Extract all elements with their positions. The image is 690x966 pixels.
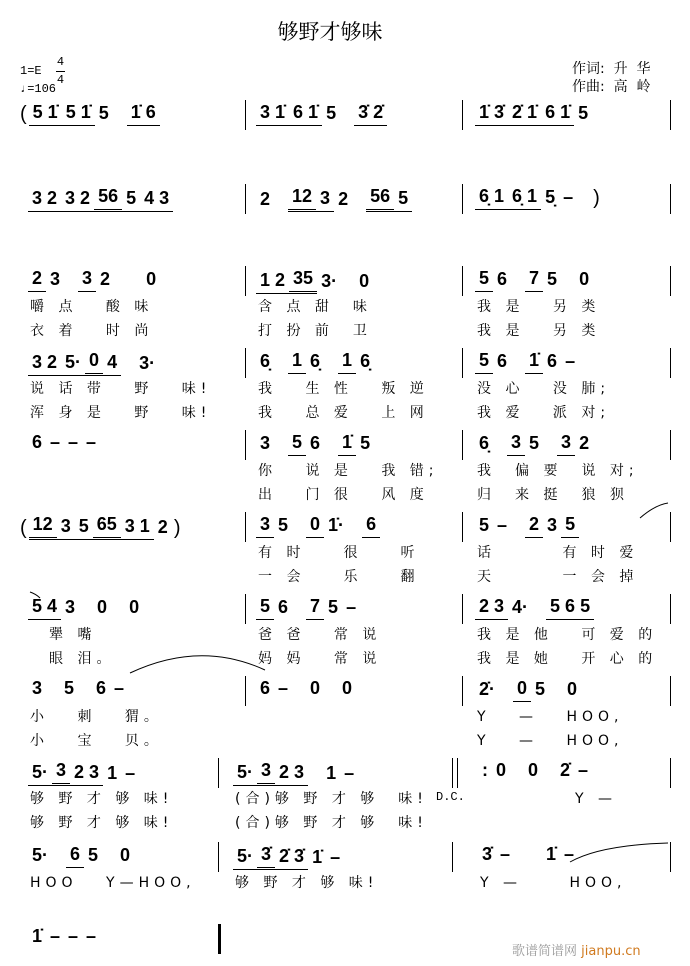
note: 2 [100,269,111,289]
note-group: 2 3 [475,596,508,620]
dc-marking: D.C. [436,790,465,804]
note: 3 [50,269,61,289]
lyric-line: 一 会 乐 翻 [258,569,420,585]
lyric-line: 小 宝 贝。 [30,733,163,749]
time-signature-bottom: 4 [56,73,65,87]
note-group: 5 1̇ [62,102,95,126]
composer-credit: 作曲: 高 岭 [572,79,651,95]
note-group: 6̣ 1 [475,186,508,210]
note: 5 [360,433,371,453]
note-group: 7 [525,268,543,292]
note-group: 5 [475,350,493,374]
lyric-line: (合)够 野 才 够 味! [235,791,428,807]
note-group: 0 [513,678,531,702]
note: 0 [496,760,507,780]
note: 0 [359,271,370,291]
note-group: 3 2 [28,188,61,212]
note: 2 [260,189,271,209]
note: 5 [328,597,339,617]
note: 5 [535,679,546,699]
lyric-line: 我 生 性 叛 逆 [258,381,429,397]
note-group: 1 2 [256,270,289,294]
lyric-line: 我 偏 要 说 对; [477,463,639,479]
note-group: 5 4 [28,596,61,620]
note: 3 [260,433,271,453]
sustain-dash: – [564,844,575,864]
note-group: 1̇ [338,432,356,456]
note: 5̣ [545,187,556,207]
note-group: 65 [93,514,121,540]
note: 0 [129,597,140,617]
lyricist-credit: 作词: 升 华 [572,61,651,77]
sustain-dash: – [344,763,355,783]
note: 6 [260,678,271,698]
slur [30,592,40,598]
note: 6̣ [260,351,271,371]
note-group: 3 [78,268,96,292]
note: 4· [512,597,529,617]
note: 3 [547,515,558,535]
note-group: 3 2 [28,352,61,376]
note: 1̇ [312,847,323,867]
sustain-dash: – [278,678,289,698]
note: 5 [98,103,109,123]
note: 6̣ [310,351,321,371]
note-group: 5· [28,762,52,786]
lyric-line: 归 来 挺 狼 狈 [477,487,629,503]
note-group: 0 [306,514,324,538]
lyric-line: (合)够 野 才 够 味! [235,815,428,831]
note-group: 2 3 [275,762,308,786]
lyric-line: 打 扮 前 卫 [258,323,372,339]
lyric-line: 小 刺 猬。 [30,709,163,725]
note-group: 2̇ 3̇ [275,846,308,870]
note-group: 4 [103,352,121,376]
lyric-line: 我 是 另 类 [477,299,601,315]
note-group: 7 [306,596,324,620]
quarter-note-icon: ♩ [20,82,28,96]
note: 0 [567,679,578,699]
note: 5· [32,845,49,865]
note: 0 [120,845,131,865]
note: 1̇· [328,515,345,535]
note-group: 5· [233,846,257,870]
note: 6̣ [360,351,371,371]
sustain-dash: – [565,351,576,371]
note: 1̇ [546,844,557,864]
watermark-cn: 歌谱简谱网 [512,944,578,959]
note-group: 5 [288,432,306,456]
note: 5 [529,433,540,453]
note: 6 [278,597,289,617]
note: 3̇ [482,844,493,864]
lyric-line: HOO Y—HOO, [30,875,196,891]
note: 0 [579,269,590,289]
note: 0 [97,597,108,617]
note-group: 3 1̇ [256,102,289,126]
note-group: 3 [316,188,334,212]
note: 1 [326,763,337,783]
sustain-dash: – [50,432,61,452]
note-group: 3 [557,432,575,456]
close-paren: ) [593,187,600,209]
note-group: 3 2 [61,188,94,212]
note-group: 1̇ [525,350,543,374]
sustain-dash: – [578,760,589,780]
open-paren: ( [20,103,27,125]
note: 5 [278,515,289,535]
note: 1 [107,763,118,783]
slur [640,503,668,518]
lyric-line: 我 是 另 类 [477,323,601,339]
note-group: 2̇ 1̇ [508,102,541,126]
note-group: 3̇ 2̇ [354,102,387,126]
sustain-dash: – [68,926,79,946]
note: 6̣ [479,433,490,453]
note-group: 5 [561,514,579,538]
note-group: 5 [75,516,93,540]
lyric-line: 含 点 甜 味 [258,299,372,315]
lyric-line: 你 说 是 我 错; [258,463,439,479]
note-group: 56 [366,186,394,212]
lyric-line: 够 野 才 够 味! [30,815,174,831]
note-group: 5 6 5 [546,596,594,620]
sustain-dash: – [346,597,357,617]
lyric-line: 浑 身 是 野 味! [30,405,212,421]
lyric-line: 话 有 时 爱 [477,545,639,561]
note-group: 6̣ 1 [508,186,541,210]
sustain-dash: – [86,432,97,452]
note-group: 2 [525,514,543,538]
note-group: 5 [122,188,140,212]
note-group: 4 3 [140,188,173,212]
note: 0 [310,678,321,698]
note: 5 [88,845,99,865]
note: 6 [96,678,107,698]
note: 0 [342,678,353,698]
lyric-line: 我 是 她 开 心 的 [477,651,658,667]
note: 1̇ [32,926,43,946]
note-group: 3 [57,516,75,540]
time-signature-top: 4 [56,55,65,69]
note: 3 [65,597,76,617]
repeat-sign: : [482,760,488,780]
lyric-line: 眼 泪。 [30,651,116,667]
note-group: 5 [475,268,493,292]
sustain-dash: – [50,926,61,946]
sustain-dash: – [125,763,136,783]
note: 6 [310,433,321,453]
lyric-line: Y — [480,791,618,807]
note-group: 1̇ 3̇ [475,102,508,126]
sustain-dash: – [86,926,97,946]
note-group: 5· [233,762,257,786]
sustain-dash: – [497,515,508,535]
lyric-line: 嚼 点 酸 味 [30,299,154,315]
note: 6 [497,269,508,289]
note-group: 0 [85,350,103,376]
lyric-line: 没 心 没 肺; [477,381,611,397]
lyric-line: 够 野 才 够 味! [30,791,174,807]
note-group: 3 [507,432,525,456]
note: 6 [497,351,508,371]
lyric-line: 出 门 很 风 度 [258,487,429,503]
sustain-dash: – [330,847,341,867]
sustain-dash: – [563,187,574,207]
watermark-en: jianpu.cn [581,944,641,959]
note: 5 [64,678,75,698]
lyric-line: 妈 妈 常 说 [258,651,382,667]
note: 2 [579,433,590,453]
note-group: 6 1̇ [541,102,574,126]
sustain-dash: – [68,432,79,452]
note-group: 5· [61,352,85,376]
note: 5 [326,103,337,123]
lyric-line: 天 一 会 掉 [477,569,639,585]
note: 2 [157,517,168,537]
note-group: 5 [394,188,412,212]
note-group: 1̇ 6 [127,102,160,126]
note-group: 3 1 [121,516,154,540]
note-group: 5 [256,596,274,620]
note: 0 [146,269,157,289]
lyric-line: 我 总 爱 上 网 [258,405,429,421]
note: 6 [32,432,43,452]
note: 5 [547,269,558,289]
note-group: 3 [257,760,275,786]
lyric-line: 有 时 很 听 [258,545,420,561]
lyric-line: 说 话 带 野 味! [30,381,212,397]
note: 2 [338,189,349,209]
note: 0 [528,760,539,780]
note-group: 56 [94,186,122,212]
note-group: 6 1̇ [289,102,322,126]
slur [570,843,668,862]
note: 5 [479,515,490,535]
note-group: 35 [289,268,317,294]
key-signature: 1=E [20,64,42,78]
note-group: 12 [29,514,57,540]
note-group: 6 [362,514,380,538]
note: 3 [32,678,43,698]
note: 2̇ [560,760,571,780]
sustain-dash: – [114,678,125,698]
note: 6 [547,351,558,371]
note-group: 6 [66,844,84,868]
lyric-line: 衣 着 时 尚 [30,323,154,339]
lyric-line: 我 爱 派 对; [477,405,611,421]
lyric-line: 犟 嘴 [30,627,97,643]
note: 3· [321,271,338,291]
note-group: 12 [288,186,316,212]
note-group: 2 [28,268,46,292]
lyric-line: 够 野 才 够 味! [235,875,379,891]
slur [130,656,265,673]
song-title: 够野才够味 [277,20,383,44]
note-group: 1 [338,350,356,374]
open-paren: ( [20,517,27,539]
lyric-line: 爸 爸 常 说 [258,627,382,643]
lyric-line: Y — HOO, [480,875,627,891]
note: 2̇· [479,679,496,699]
sustain-dash: – [500,844,511,864]
note-group: 5 1̇ [29,102,62,126]
note: 5 [578,103,589,123]
note-group: 3̇ [257,844,275,870]
lyric-line: Y — HOO, [477,733,624,749]
close-paren: ) [173,517,181,539]
note-group: 3 [52,760,70,786]
lyric-line: Y — HOO, [477,709,624,725]
lyric-line: 我 是 他 可 爱 的 [477,627,658,643]
note: 3· [139,353,156,373]
note-group: 3 [256,514,274,538]
note-group: 1 [288,350,306,374]
watermark [512,940,641,959]
note-group: 2 3 [70,762,103,786]
tempo-value: =106 [27,82,57,96]
